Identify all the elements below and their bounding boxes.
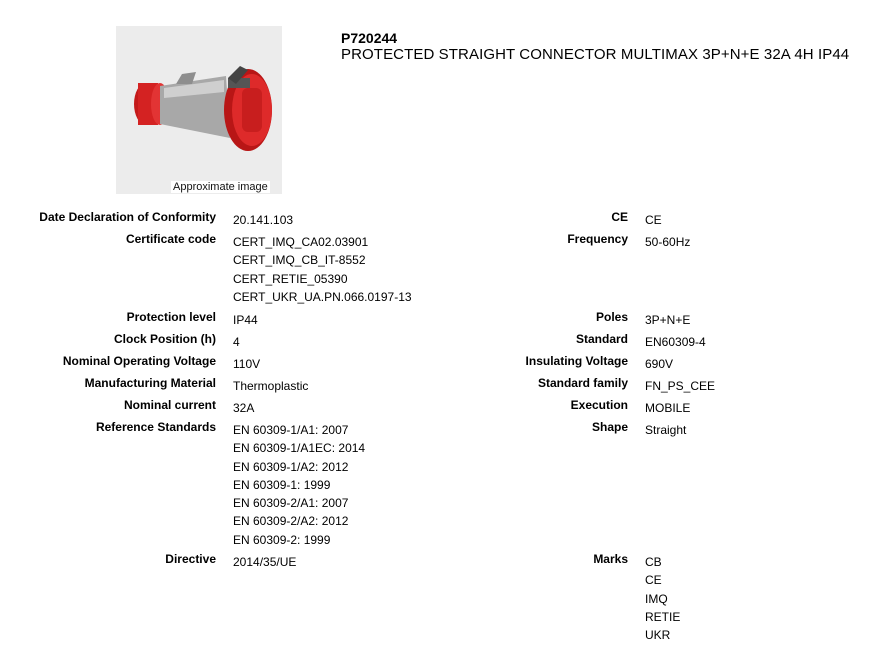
- value-standard: [645, 333, 706, 351]
- value-certificate-code: [233, 233, 412, 306]
- value-protection-level: [233, 311, 258, 329]
- value-line: 20.141.103: [233, 213, 294, 227]
- product-header: [341, 30, 881, 64]
- value-marks: [645, 553, 680, 644]
- value-line: Straight: [645, 423, 687, 437]
- value-ce: [645, 211, 662, 229]
- value-line: CB: [645, 555, 662, 569]
- value-line: IMQ: [645, 591, 668, 606]
- value-line: UKR: [645, 628, 671, 643]
- label-ce: CE: [611, 210, 628, 224]
- label-standard-family: Standard family: [537, 376, 628, 390]
- value-line: EN 60309-1/A1EC: 2014: [233, 441, 366, 456]
- value-reference-standards: [233, 421, 365, 549]
- value-directive: [233, 553, 296, 571]
- value-line: CE: [645, 213, 662, 227]
- value-line: FN_PS_CEE: [645, 379, 716, 393]
- value-line: MOBILE: [645, 401, 691, 415]
- value-standard-family: [645, 377, 715, 395]
- value-line: 4: [233, 335, 240, 349]
- value-date-declaration: [233, 211, 293, 229]
- product-image: [116, 26, 282, 194]
- value-line: EN 60309-2: 1999: [233, 532, 331, 547]
- product-code: P720244: [341, 30, 398, 46]
- value-line: EN 60309-1/A1: 2007: [233, 423, 349, 437]
- label-nominal-current: Nominal current: [123, 398, 216, 412]
- value-material: [233, 377, 308, 395]
- label-frequency: Frequency: [567, 232, 628, 246]
- value-line: EN 60309-2/A2: 2012: [233, 514, 349, 529]
- value-line: EN 60309-2/A1: 2007: [233, 496, 349, 511]
- label-insulating-voltage: Insulating Voltage: [525, 354, 628, 368]
- value-line: CERT_RETIE_05390: [233, 271, 348, 286]
- value-frequency: [645, 233, 690, 251]
- value-line: EN60309-4: [645, 335, 706, 349]
- label-poles: Poles: [595, 310, 628, 324]
- image-caption: Approximate image: [173, 181, 268, 193]
- label-execution: Execution: [570, 398, 628, 412]
- label-marks: Marks: [593, 552, 628, 566]
- connector-illustration: [116, 26, 282, 194]
- value-insulating-voltage: [645, 355, 673, 373]
- value-line: CERT_IMQ_CB_IT-8552: [233, 253, 366, 268]
- value-execution: [645, 399, 690, 417]
- value-line: CE: [645, 573, 662, 588]
- value-line: Thermoplastic: [233, 379, 309, 393]
- value-line: 50-60Hz: [645, 235, 691, 249]
- value-line: 2014/35/UE: [233, 555, 297, 569]
- label-certificate-code: Certificate code: [125, 232, 216, 246]
- value-line: 690V: [645, 357, 674, 371]
- value-shape: [645, 421, 686, 439]
- value-line: 32A: [233, 401, 255, 415]
- label-reference-standards: Reference Standards: [95, 420, 216, 434]
- value-nominal-voltage: [233, 355, 260, 373]
- value-line: EN 60309-1: 1999: [233, 477, 331, 492]
- value-line: CERT_UKR_UA.PN.066.0197-13: [233, 289, 412, 304]
- value-line: 110V: [233, 357, 261, 371]
- label-material: Manufacturing Material: [84, 376, 216, 390]
- label-nominal-voltage: Nominal Operating Voltage: [62, 354, 216, 368]
- value-nominal-current: [233, 399, 254, 417]
- label-date-declaration: Date Declaration of Conformity: [39, 210, 216, 224]
- label-shape: Shape: [591, 420, 628, 434]
- value-clock-position: [233, 333, 240, 351]
- value-line: CERT_IMQ_CA02.03901: [233, 235, 369, 249]
- label-clock-position: Clock Position (h): [114, 332, 216, 346]
- label-directive: Directive: [165, 552, 216, 566]
- value-line: RETIE: [645, 609, 681, 624]
- label-standard: Standard: [575, 332, 628, 346]
- value-line: IP44: [233, 313, 258, 327]
- label-protection-level: Protection level: [126, 310, 216, 324]
- value-line: EN 60309-1/A2: 2012: [233, 459, 349, 474]
- value-poles: [645, 311, 690, 329]
- product-description: PROTECTED STRAIGHT CONNECTOR MULTIMAX 3P+N+E 32A 4H IP44: [341, 46, 850, 63]
- value-line: 3P+N+E: [645, 313, 691, 327]
